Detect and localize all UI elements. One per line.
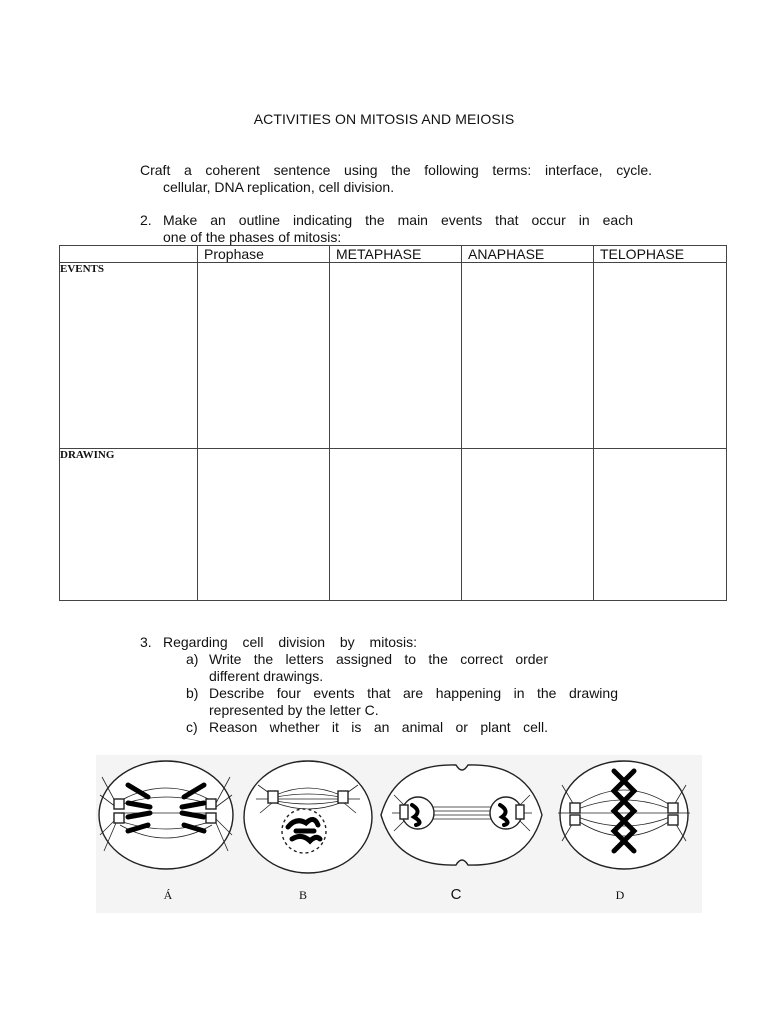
question-2-line-2: one of the phases of mitosis: — [163, 229, 342, 245]
answer-cell-metaphase-drawing[interactable] — [330, 449, 462, 601]
cell-a-drawing — [99, 761, 233, 869]
item-a-line-1: Write the letters assigned to the correct order — [209, 651, 548, 667]
figure-label-d: D — [615, 888, 625, 902]
figure-label-a: Á — [163, 888, 173, 902]
figure-label-c: C — [450, 886, 462, 903]
header-anaphase: ANAPHASE — [462, 246, 594, 263]
answer-cell-prophase-drawing[interactable] — [198, 449, 330, 601]
table-header-row — [60, 246, 727, 263]
header-prophase: Prophase — [198, 246, 330, 263]
item-c-letter: c) — [186, 719, 198, 735]
question-1-line-1: Craft a coherent sentence using the following terms: interface, cycle. — [140, 162, 652, 178]
item-b-line-2: represented by the letter C. — [209, 702, 379, 718]
item-a-letter: a) — [186, 651, 199, 667]
answer-cell-telophase-events[interactable] — [594, 263, 727, 449]
answer-cell-telophase-drawing[interactable] — [594, 449, 727, 601]
answer-cell-anaphase-events[interactable] — [462, 263, 594, 449]
answer-cell-metaphase-events[interactable] — [330, 263, 462, 449]
cell-c-drawing — [381, 765, 542, 865]
question-3-intro: Regarding cell division by mitosis: — [163, 634, 417, 650]
question-2-line-1: Make an outline indicating the main events that occur in each — [163, 212, 633, 228]
question-2-number: 2. — [140, 212, 152, 228]
cell-d-drawing — [558, 761, 690, 869]
header-empty-cell — [60, 246, 198, 263]
cell-b-drawing — [244, 761, 372, 873]
row-label-events: EVENTS — [60, 263, 198, 449]
row-label-drawing: DRAWING — [60, 449, 198, 601]
item-c-line-1: Reason whether it is an animal or plant cell. — [209, 719, 548, 735]
figure-label-b: B — [298, 888, 307, 902]
question-1-line-2: cellular, DNA replication, cell division. — [163, 179, 395, 195]
question-3-number: 3. — [140, 634, 152, 650]
mitosis-phases-table — [59, 245, 727, 601]
page-title: ACTIVITIES ON MITOSIS AND MEIOSIS — [253, 111, 515, 127]
answer-cell-anaphase-drawing[interactable] — [462, 449, 594, 601]
header-telophase: TELOPHASE — [594, 246, 727, 263]
item-a-line-2: different drawings. — [209, 668, 324, 684]
answer-cell-prophase-events[interactable] — [198, 263, 330, 449]
table-row-drawing — [60, 449, 727, 601]
item-b-line-1: Describe four events that are happening in the drawing — [209, 685, 618, 701]
header-metaphase: METAPHASE — [330, 246, 462, 263]
table-row-events — [60, 263, 727, 449]
item-b-letter: b) — [186, 685, 199, 701]
